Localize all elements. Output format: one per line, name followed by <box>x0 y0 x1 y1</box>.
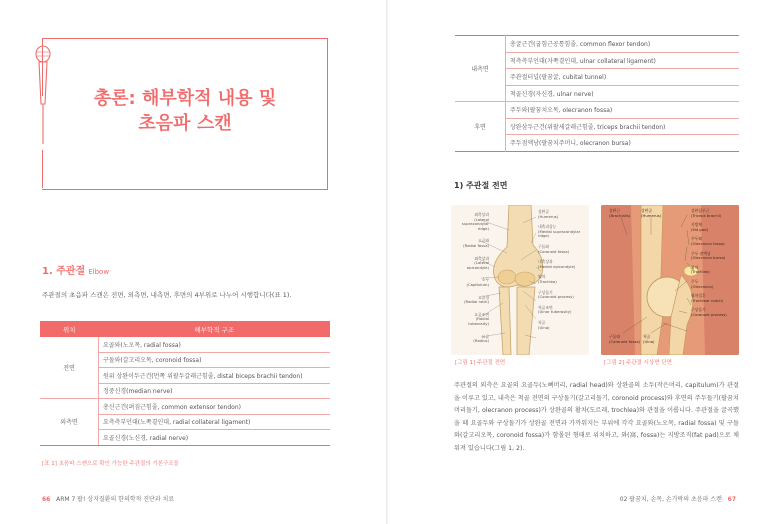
table-caption: [표 1] 초음파 스캔으로 확인 가능한 주관절의 기본구조들 <box>42 461 179 467</box>
table-row: 원위 상완이두근건(먼쪽 위팔두갈래근힘줄, distal biceps brachii tendon) <box>40 368 330 384</box>
fig1-left-labels: 외측상과 (Lateral supracondylar ridge) 요골와 (Radial fossa) 외측상과 (Lateral epicondyle) 소두 (Capitulum) 요골경 (Radial neck) 요골조면 (Radial tuberosity) 요골 (Radius) <box>461 212 489 344</box>
table-row: 상완삼두근건(위팔세갈래근힘줄, triceps brachii tendon) <box>455 118 739 135</box>
fig1-right-labels: 상완골 (Humerus) 내측과상능 (Medial supracondylar ridge) 구돌와 (Coronoid fossa) 내측상과 (Medial epicondyle) 활차 (Trochlea) 구상돌기 (Coronoid process) 척골조면 (Ulnar tuberosity) 척골 (Ulna) <box>538 209 581 330</box>
table-row: 외측면 총신근건(펴짐근힘줄, common extensor tendon) <box>40 399 330 415</box>
anatomy-table-left <box>40 321 330 446</box>
subsection-heading: 1) 주관절 전면 <box>454 181 508 190</box>
table-row: 구돌와(갈고리오목, coronoid fossa) <box>40 352 330 368</box>
table-row: 정중신경(median nerve) <box>40 383 330 399</box>
footer-right: 02 팔꿈치, 손목, 손가락의 초음파 스캔 67 <box>619 496 736 503</box>
microphone-icon <box>33 44 53 144</box>
table-row: 전면 요골와(노오목, radial fossa) <box>40 337 330 352</box>
section-heading: 1. 주관절 Elbow <box>42 266 110 277</box>
intro-text: 주관절의 초음파 스캔은 전면, 외측면, 내측면, 후면의 4부위로 나누어 시행합니다(표 1). <box>42 291 292 299</box>
right-page <box>388 0 776 524</box>
table-header-row: 위치 해부학적 구조 <box>40 321 330 337</box>
table-row: 요측측부인대(노쪽곁인대, radial collateral ligament) <box>40 414 330 430</box>
table-row: 척측측부인대(자쪽곁인대, ulnar collateral ligament) <box>455 52 739 69</box>
elbow-anterior-figure <box>451 205 589 355</box>
figure1-caption: [그림 1] 주관절 전면 <box>455 360 506 366</box>
table-row: 요골신경(노신경, radial nerve) <box>40 430 330 446</box>
table-row: 척골신경(자신경, ulnar nerve) <box>455 85 739 102</box>
footer-left: 66 ARM 7 팔! 상지질환의 한의학적 진단과 치료 <box>42 496 175 503</box>
anatomy-table-right <box>455 35 739 152</box>
table-row: 후면 주두와(팔꿈치오목, olecranon fossa) <box>455 102 739 119</box>
table-row: 내측면 총굴근건(굽힘근공통힘줄, common flexor tendon) <box>455 36 739 53</box>
fig2-right-labels: 상완삼두근 (Triceps brachii) 지방체 (Fat pad) 주두와 (Olecranon fossa) 주두 점액낭 (Olecranon bursa) 활차 (Trochlea) 주두 (Olecranon) 활차절흔 (Trochlear notch) 구상돌기 (Coronoid process) <box>691 208 727 317</box>
body-paragraph: 주관절의 외측은 요골의 요골두(노뼈머리, radial head)와 상완골의 소두(작은머리, capitulum)가 관절을 이루고 있고, 내측은 척골 전면의 구상돌기(갈고리돌기, coronoid process)와 후면의 주두돌기(팔꿈치머리돌기, olecranon process)가 상완골의 활차(도르래, trochlea)와 관절을 이룹니다. 주관절을 굴곡했을 때 요골두와 구상돌기가 상완골 전면과 가까워지는 부위에 각각 요골와(노오목, radial fossa) 및 구돌와(갈고리오목, coronoid fossa)가 함몰된 형태로 위치하고, 와(窩, fossa)는 지방조직(fat pad)으로 채워져 있습니다(그림 1, 2). <box>454 382 739 452</box>
figure2-caption: [그림 2] 주관절 시상면 단면 <box>604 360 672 366</box>
table-row: 주두점액낭(팔꿈치주머니, olecranon bursa) <box>510 140 631 148</box>
chapter-title: 총론: 해부학적 내용 및 초음파 스캔 <box>93 88 277 134</box>
table-row: 주관절터널(팔꿈굴, cubital tunnel) <box>455 69 739 86</box>
elbow-sagittal-figure: 상완근 (Brachialis) 상완골 (Humerus) 구돌와 (Coronoid fossa) 척골 (Ulna) 상완삼두근 (Triceps brachii) 지방체 (Fat pad) 주두와 (Olecranon fossa) 주두 점액낭 (Olecranon bursa) 활차 (Trochlea) 주두 (Olecranon) 활차절흔 (Trochlear notch) 구상돌기 (Coronoid process) <box>601 205 739 355</box>
